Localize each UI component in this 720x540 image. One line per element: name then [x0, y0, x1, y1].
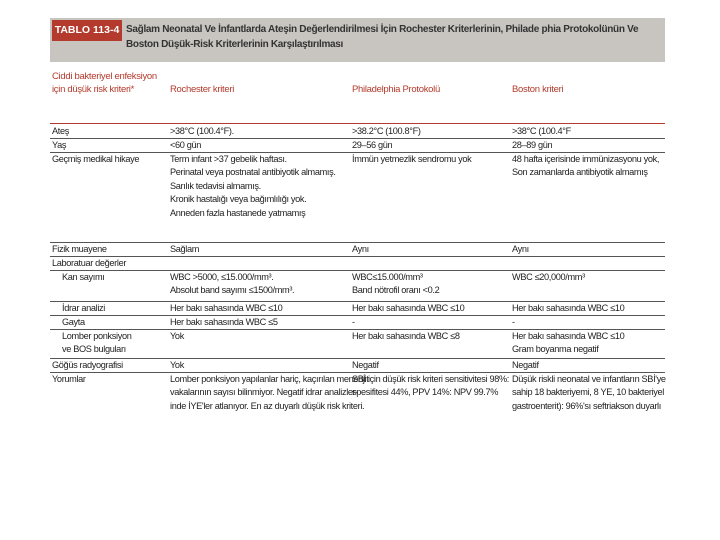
table-row: [50, 256, 665, 271]
row-label: Ateş: [52, 126, 69, 136]
table-cell: Düşük riskli neonatal ve infantların SBİ'ye sahip 18 bakteriyemi, 8 YE, 10 bakteriyel gastroenterit): 96%'sı seftriakson duyarlı: [512, 374, 666, 411]
table-cell: Yok: [170, 331, 184, 341]
table-row: [50, 301, 665, 316]
row-label: Fizik muayene: [52, 244, 107, 254]
table-cell: >38°C (100.4°F).: [170, 126, 234, 136]
table-cell: Her bakı sahasında WBC ≤5: [170, 317, 278, 327]
table-cell: Aynı: [352, 244, 369, 254]
row-label: Yaş: [52, 140, 67, 150]
table-cell: Her bakı sahasında WBC ≤8: [352, 331, 460, 341]
table-cell: Her bakı sahasında WBC ≤10: [352, 303, 465, 313]
title-bar: [50, 18, 665, 62]
table-cell: Sağlam: [170, 244, 200, 254]
table-header: [50, 66, 665, 124]
table-cell: Negatif: [352, 360, 379, 370]
table-cell: WBC >5000, ≤15.000/mm³. Absolut band sayımı ≤1500/mm³.: [170, 272, 295, 296]
table-row: [50, 329, 665, 359]
table-cell: Her bakı sahasında WBC ≤10: [170, 303, 283, 313]
row-label: Göğüs radyografisi: [52, 360, 123, 370]
table-cell: >38°C (100.4°F: [512, 126, 571, 136]
table-cell: WBC≤15.000/mm³ Band nötrofil oranı <0.2: [352, 272, 440, 296]
table-cell: >38.2°C (100.8°F): [352, 126, 421, 136]
table-cell: 48 hafta içerisinde immünizasyonu yok, Son zamanlarda antibiyotik almamış: [512, 154, 660, 178]
table-title: Sağlam Neonatal Ve İnfantlarda Ateşin Değerlendirilmesi İçin Rochester Kriterlerinin, Philade phia Protokolünün Ve Boston Düşük-Risk Kriterlerinin Karşılaştırılması: [126, 24, 639, 50]
header-boston: Boston kriteri: [512, 84, 564, 95]
row-label: Laboratuar değerler: [52, 258, 127, 268]
table-cell: -: [512, 317, 515, 327]
table-cell: 29–56 gün: [352, 140, 393, 150]
header-rochester: Rochester kriteri: [170, 84, 235, 95]
table-cell: Her bakı sahasında WBC ≤10: [512, 303, 625, 313]
table-figure: [50, 18, 665, 470]
table-cell: Aynı: [512, 244, 529, 254]
table-cell: Yok: [170, 360, 184, 370]
row-label: Gayta: [62, 317, 85, 327]
table-cell: SBİ için düşük risk kriteri sensitivitesi 98%: spesifitesi 44%, PPV 14%: NPV 99.7%: [352, 374, 509, 398]
row-label: İdrar analizi: [62, 303, 105, 313]
table-row: [50, 315, 665, 330]
header-philadelphia: Philadelphia Protokolü: [352, 84, 440, 95]
table-row: [50, 152, 665, 243]
table-row: [50, 372, 665, 427]
table-cell: 28–89 gün: [512, 140, 553, 150]
row-label: Kan sayımı: [62, 272, 105, 282]
table-cell: -: [352, 317, 355, 327]
table-cell: WBC ≤20,000/mm³: [512, 272, 585, 282]
table-row: [50, 270, 665, 302]
row-label: Geçmiş medikal hikaye: [52, 154, 140, 164]
table-cell: Term infant >37 gebelik haftası. Perinatal veya postnatal antibiyotik almamış. Sarılık tedavisi almamış. Kronik hastalığı veya bağımlılığı yok. Anneden fazla hastanede yatmamış: [170, 154, 336, 218]
table-row: [50, 138, 665, 153]
header-criteria: Ciddi bakteriyel enfeksiyon için düşük risk kriteri*: [52, 71, 157, 95]
table-row: [50, 124, 665, 139]
row-label: Lomber ponksiyon ve BOS bulguları: [62, 331, 132, 355]
table-cell: <60 gün: [170, 140, 202, 150]
table-tag: TABLO 113-4: [52, 20, 122, 41]
table-cell: Her bakı sahasında WBC ≤10 Gram boyanma negatif: [512, 331, 625, 355]
table-cell: Lomber ponksiyon yapılanlar hariç, kaçırılan menenjit vakalarının sayısı bilinmiyor. Negatif idrar analizler- inde İYE'ler atlanıyor. En az duyarlı düşük risk kriteri.: [170, 374, 369, 411]
row-label: Yorumlar: [52, 374, 86, 384]
table-cell: İmmün yetmezlik sendromu yok: [352, 154, 472, 164]
table-cell: Negatif: [512, 360, 539, 370]
table-row: [50, 358, 665, 373]
table-row: [50, 242, 665, 257]
